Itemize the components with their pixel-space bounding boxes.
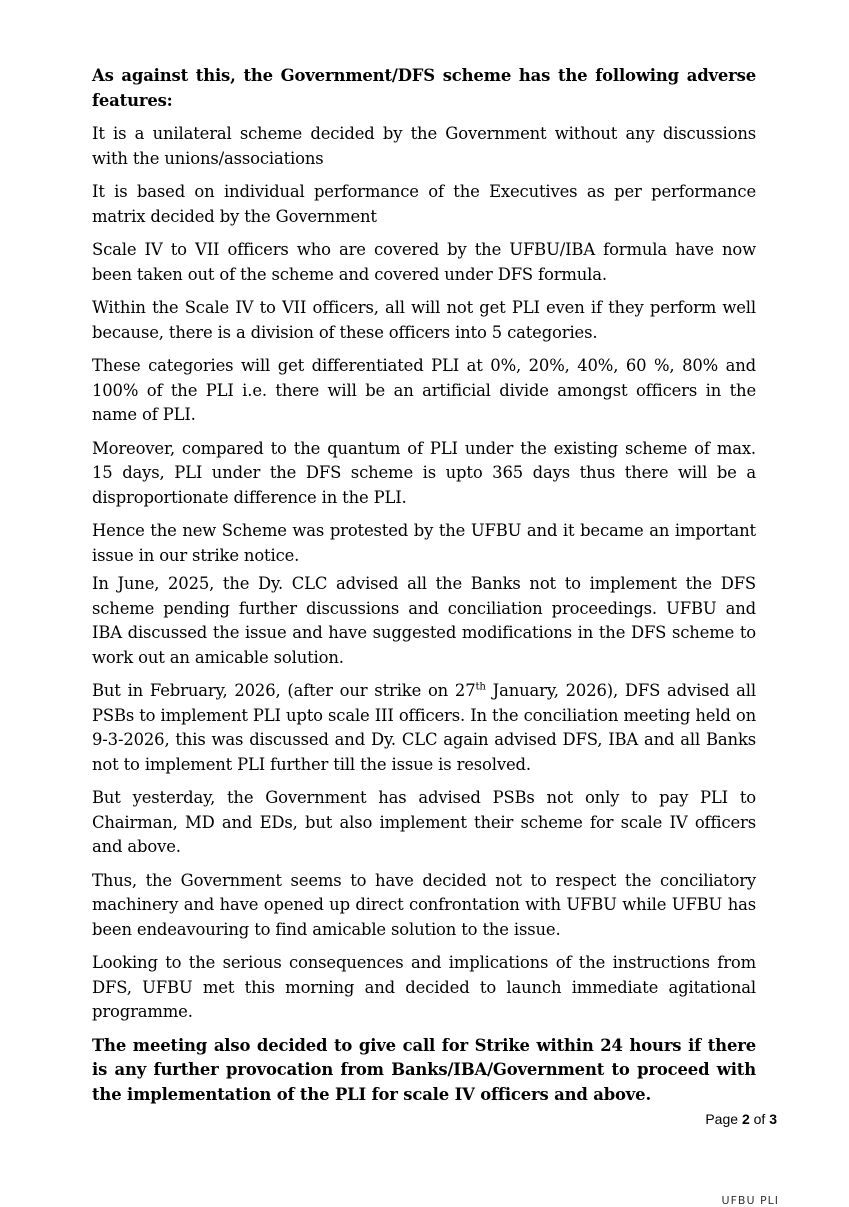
paragraph-yesterday: But yesterday, the Government has advised PSBs not only to pay PLI to Chairman, MD and EDs, but also implement their scheme for scale IV officers and above. <box>92 788 756 856</box>
paragraph-unilateral: It is a unilateral scheme decided by the Government without any discussions with the unions/associations <box>92 124 756 168</box>
page-number <box>705 1111 777 1127</box>
paragraph-differentiated-pli: These categories will get differentiated PLI at 0%, 20%, 40%, 60 %, 80% and 100% of the PLI i.e. there will be an artificial divide amongst officers in the name of PLI. <box>92 356 756 424</box>
section-heading: As against this, the Government/DFS scheme has the following adverse features: <box>92 66 756 110</box>
document-body <box>92 64 756 1116</box>
paragraph-individual-performance: It is based on individual performance of the Executives as per performance matrix decided by the Government <box>92 182 756 226</box>
paragraph-protest: Hence the new Scheme was protested by the UFBU and it became an important issue in our strike notice. <box>92 521 756 565</box>
february-text-start: But in February, 2026, (after our strike on 27 <box>92 681 476 700</box>
paragraph-february-2026 <box>92 679 756 777</box>
paragraph-scale-iv-vii: Scale IV to VII officers who are covered by the UFBU/IBA formula have now been taken out of the scheme and covered under DFS formula. <box>92 240 756 284</box>
paragraph-confrontation: Thus, the Government seems to have decided not to respect the conciliatory machinery and have opened up direct confrontation with UFBU while UFBU has been endeavouring to find amicable solution to the issue. <box>92 870 756 939</box>
february-text-end: January, 2026), DFS advised all PSBs to implement PLI upto scale III officers. In the conciliation meeting held on 9-3-2026, this was discussed and Dy. CLC again advised DFS, IBA and all Banks not to implement PLI further till the issue is resolved. <box>92 681 756 774</box>
paragraph-quantum-pli: Moreover, compared to the quantum of PLI under the existing scheme of max. 15 days, PLI under the DFS scheme is upto 365 days thus there will be a disproportionate difference in the PLI. <box>92 438 756 507</box>
page-word: Page <box>705 1111 739 1127</box>
paragraph-agitation: Looking to the serious consequences and implications of the instructions from DFS, UFBU met this morning and decided to launch immediate agitational programme. <box>92 953 756 1021</box>
of-word: of <box>753 1111 766 1127</box>
paragraph-june-2025: In June, 2025, the Dy. CLC advised all the Banks not to implement the DFS scheme pending further discussions and conciliation proceedings. UFBU and IBA discussed the issue and have suggested modifications in the DFS scheme to work out an amicable solution. <box>92 574 756 667</box>
paragraph-strike-call: The meeting also decided to give call for Strike within 24 hours if there is any further provocation from Banks/IBA/Government to proceed with the implementation of the PLI for scale IV officers and above. <box>92 1035 756 1104</box>
cut-off-footer-text: UFBU PLI <box>721 1194 779 1207</box>
paragraph-categories-division: Within the Scale IV to VII officers, all will not get PLI even if they perform well because, there is a division of these officers into 5 categories. <box>92 298 756 342</box>
total-pages-number: 3 <box>769 1111 777 1127</box>
current-page-number: 2 <box>741 1111 750 1127</box>
ordinal-superscript: th <box>475 681 486 693</box>
